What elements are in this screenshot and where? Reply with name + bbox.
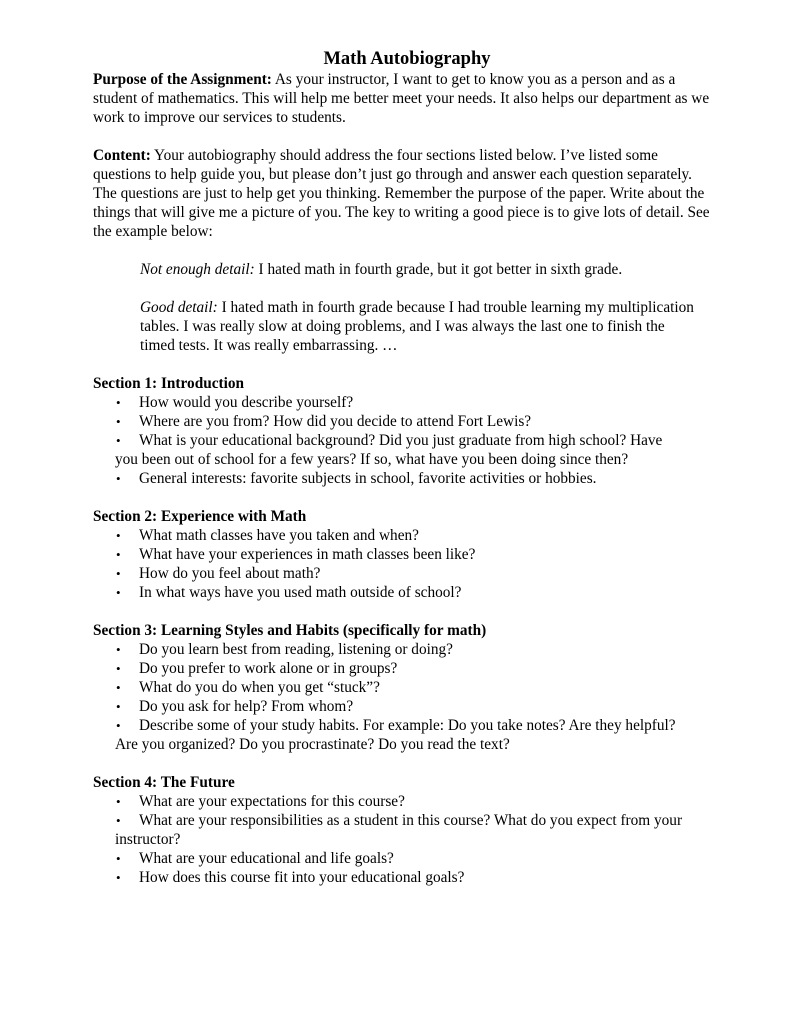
list-item (93, 469, 713, 488)
example-not-enough-detail (140, 260, 700, 279)
bullet-icon: • (116, 414, 121, 429)
list-item-text: What are your responsibilities as a student in this course? What do you expect from your (139, 812, 683, 829)
list-item (93, 849, 713, 868)
list-item-line (93, 849, 713, 868)
content-label: Content: (93, 147, 151, 164)
list-item-line (93, 469, 713, 488)
bullet-icon: • (116, 699, 121, 714)
list-item-line (93, 640, 713, 659)
section-3-title: Section 3: Learning Styles and Habits (specifically for math) (93, 622, 487, 639)
list-item-text: What math classes have you taken and when? (139, 527, 419, 544)
purpose-label: Purpose of the Assignment: (93, 71, 272, 88)
bullet-icon: • (116, 851, 121, 866)
list-item (93, 545, 713, 564)
list-item (93, 564, 713, 583)
list-item-line (93, 659, 713, 678)
example-text: I hated math in fourth grade because I had trouble learning my multiplication tables. I was really slow at doing problems, and I was always the last one to finish the timed tests. It was really embarrassing. … (140, 299, 694, 354)
list-item-text: Do you prefer to work alone or in groups? (139, 660, 398, 677)
section-4-title: Section 4: The Future (93, 774, 235, 791)
bullet-icon: • (116, 813, 121, 828)
sections-container (93, 374, 713, 887)
list-item-line (93, 564, 713, 583)
purpose-text: As your instructor, I want to get to know you as a person and as a student of mathematics. This will help me better meet your needs. It also helps our department as we work to improve our services to students. (93, 71, 710, 126)
bullet-icon: • (116, 566, 121, 581)
list-item-text: How do you feel about math? (139, 565, 321, 582)
list-item-text: What are your expectations for this course? (139, 793, 405, 810)
section-1-title: Section 1: Introduction (93, 375, 244, 392)
list-item-line (93, 393, 713, 412)
list-item (93, 697, 713, 716)
bullet-icon: • (116, 661, 121, 676)
content-text: Your autobiography should address the four sections listed below. I’ve listed some questions to help guide you, but please don’t just go through and answer each question separately. The questions are just to help get you thinking. Remember the purpose of the paper. Write about the things that will give me a picture of you. The key to writing a good piece is to give lots of detail. See the example below: (93, 147, 710, 240)
bullet-icon: • (116, 471, 121, 486)
list-item-continuation: Are you organized? Do you procrastinate? Do you read the text? (115, 736, 510, 753)
list-item (93, 792, 713, 811)
list-item-text: What are your educational and life goals? (139, 850, 394, 867)
list-item-line (93, 697, 713, 716)
list-item-line (93, 412, 713, 431)
bullet-icon: • (116, 718, 121, 733)
content-paragraph (93, 146, 713, 241)
list-item-text: How would you describe yourself? (139, 394, 354, 411)
bullet-icon: • (116, 528, 121, 543)
list-item-line (93, 868, 713, 887)
list-item-line (93, 811, 713, 830)
list-item (93, 431, 713, 469)
list-item-text: Where are you from? How did you decide to attend Fort Lewis? (139, 413, 532, 430)
list-item-text: What do you do when you get “stuck”? (139, 679, 380, 696)
list-item-line (93, 583, 713, 602)
bullet-icon: • (116, 680, 121, 695)
section-2-title: Section 2: Experience with Math (93, 508, 307, 525)
list-item (93, 659, 713, 678)
list-item (93, 716, 713, 754)
list-item-continuation: you been out of school for a few years? If so, what have you been doing since then? (115, 451, 629, 468)
list-item (93, 412, 713, 431)
purpose-paragraph (93, 70, 713, 127)
bullet-icon: • (116, 395, 121, 410)
list-item-line (93, 431, 713, 450)
list-item-line (93, 792, 713, 811)
list-item-text: Do you ask for help? From whom? (139, 698, 354, 715)
bullet-icon: • (116, 547, 121, 562)
bullet-icon: • (116, 642, 121, 657)
list-item-line (93, 545, 713, 564)
bullet-icon: • (116, 794, 121, 809)
list-item (93, 393, 713, 412)
list-item-text: General interests: favorite subjects in school, favorite activities or hobbies. (139, 470, 597, 487)
list-item-line (93, 526, 713, 545)
list-item-text: Describe some of your study habits. For example: Do you take notes? Are they helpful? (139, 717, 676, 734)
list-item (93, 640, 713, 659)
list-item-text: In what ways have you used math outside of school? (139, 584, 462, 601)
list-item-text: What is your educational background? Did you just graduate from high school? Have (139, 432, 663, 449)
list-item (93, 583, 713, 602)
example-good-detail (140, 298, 700, 355)
document-page (93, 48, 713, 906)
bullet-icon: • (116, 585, 121, 600)
bullet-icon: • (116, 433, 121, 448)
bullet-icon: • (116, 870, 121, 885)
list-item-line (93, 716, 713, 735)
list-item-text: What have your experiences in math classes been like? (139, 546, 476, 563)
page-title: Math Autobiography (323, 49, 491, 69)
section-4-list (93, 792, 713, 887)
list-item-continuation: instructor? (115, 831, 181, 848)
list-item-text: Do you learn best from reading, listening or doing? (139, 641, 453, 658)
section-1-list (93, 393, 713, 488)
example-text: I hated math in fourth grade, but it got better in sixth grade. (254, 261, 623, 278)
list-item (93, 526, 713, 545)
section-2-list (93, 526, 713, 602)
list-item-line (93, 678, 713, 697)
list-item (93, 678, 713, 697)
example-label: Not enough detail: (140, 261, 255, 278)
list-item (93, 868, 713, 887)
list-item-text: How does this course fit into your educational goals? (139, 869, 465, 886)
section-3-list (93, 640, 713, 754)
list-item (93, 811, 713, 849)
example-label: Good detail: (140, 299, 218, 316)
